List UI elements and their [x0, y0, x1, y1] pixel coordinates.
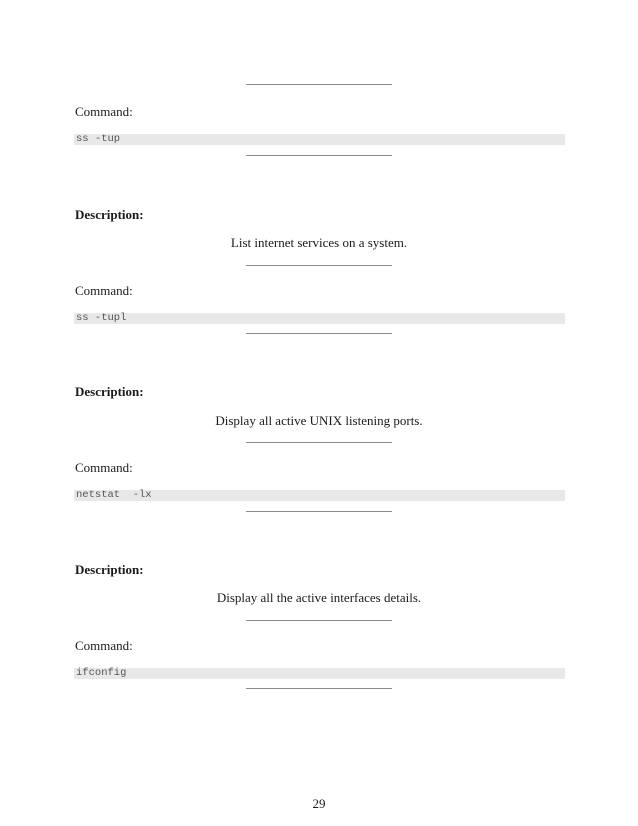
command-code: netstat -lx — [74, 490, 565, 501]
separator-rule — [246, 442, 392, 443]
separator-rule — [246, 688, 392, 689]
separator-rule — [246, 620, 392, 621]
command-code: ss -tupl — [74, 313, 565, 324]
separator-rule — [246, 84, 392, 85]
command-label: Command: — [75, 460, 133, 475]
description-text: Display all the active interfaces details. — [216, 590, 422, 605]
description-label: Description: — [75, 207, 144, 222]
description-text: Display all active UNIX listening ports. — [215, 413, 423, 428]
command-label: Command: — [75, 638, 133, 653]
command-code: ifconfig — [74, 668, 565, 679]
separator-rule — [246, 511, 392, 512]
command-code: ss -tup — [74, 134, 565, 145]
command-label: Command: — [75, 283, 133, 298]
page-number: 29 — [312, 796, 326, 811]
separator-rule — [246, 333, 392, 334]
description-label: Description: — [75, 562, 144, 577]
separator-rule — [246, 265, 392, 266]
description-label: Description: — [75, 384, 144, 399]
command-label: Command: — [75, 104, 133, 119]
description-text: List internet services on a system. — [230, 235, 408, 250]
separator-rule — [246, 155, 392, 156]
